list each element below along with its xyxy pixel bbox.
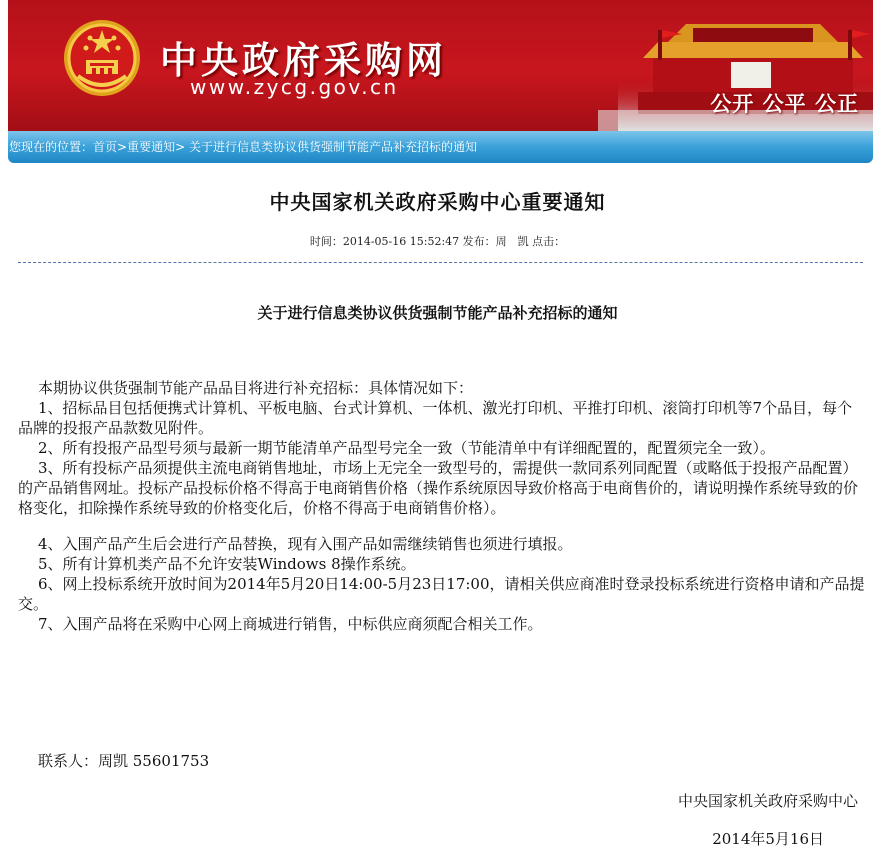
paragraph-item-2: 2、所有投报产品型号须与最新一期节能清单产品型号完全一致（节能清单中有详细配置的，配置须完全一致）。: [38, 439, 776, 457]
paragraph-item-6: 6、网上投标系统开放时间为2014年5月20日14:00-5月23日17:00，请相关供应商准时登录投标系统进行资格申请和产品提交。: [18, 575, 865, 613]
slogan: 公开 公平 公正: [710, 92, 859, 116]
site-url: www.zycg.gov.cn: [190, 75, 399, 99]
paragraph-gap: [18, 518, 866, 534]
national-emblem-icon: [62, 18, 142, 98]
breadcrumb-home-link[interactable]: 首页: [93, 140, 118, 154]
article-meta: 时间：2014-05-16 15:52:47 发布：周 凯 点击：: [309, 235, 566, 248]
signature-date: 2014年5月16日: [712, 830, 824, 848]
contact-person: 联系人：周凯 55601753: [38, 752, 210, 770]
site-title: 中央政府采购网: [160, 39, 447, 82]
paragraph-item-5: 5、所有计算机类产品不允许安装Windows 8操作系统。: [38, 555, 416, 573]
paragraph-item-7: 7、入围产品将在采购中心网上商城进行销售，中标供应商须配合相关工作。: [38, 615, 543, 633]
paragraph-intro: 本期协议供货强制节能产品品目将进行补充招标：具体情况如下：: [38, 379, 474, 397]
notice-title: 关于进行信息类协议供货强制节能产品补充招标的通知: [257, 304, 618, 322]
notice-body: [18, 378, 866, 634]
site-banner: [8, 0, 873, 131]
breadcrumb-current-link[interactable]: > 关于进行信息类协议供货强制节能产品补充招标的通知: [175, 140, 477, 154]
signature-organization: 中央国家机关政府采购中心: [677, 792, 858, 810]
paragraph-item-1: 1、招标品目包括便携式计算机、平板电脑、台式计算机、一体机、激光打印机、平推打印机、滚筒打印机等7个品目，每个品牌的投报产品款数见附件。: [18, 399, 853, 437]
breadcrumb-label: 您现在的位置：: [9, 140, 94, 154]
breadcrumb-section-link[interactable]: >重要通知: [117, 140, 176, 154]
page-title: 中央国家机关政府采购中心重要通知: [269, 190, 606, 214]
paragraph-item-3: 3、所有投标产品须提供主流电商销售地址，市场上无完全一致型号的，需提供一款同系列同配置（或略低于投报产品配置）的产品销售网址。投标产品投标价格不得高于电商销售价格（操作系统原因导致价格高于电商售价的，请说明操作系统导致的价格变化，扣除操作系统导致的价格变化后，价格不得高于电商销售价格）。: [18, 459, 859, 517]
breadcrumb: [8, 131, 873, 163]
paragraph-item-4: 4、入围产品产生后会进行产品替换，现有入围产品如需继续销售也须进行填报。: [38, 535, 573, 553]
dashed-divider: [18, 262, 863, 263]
